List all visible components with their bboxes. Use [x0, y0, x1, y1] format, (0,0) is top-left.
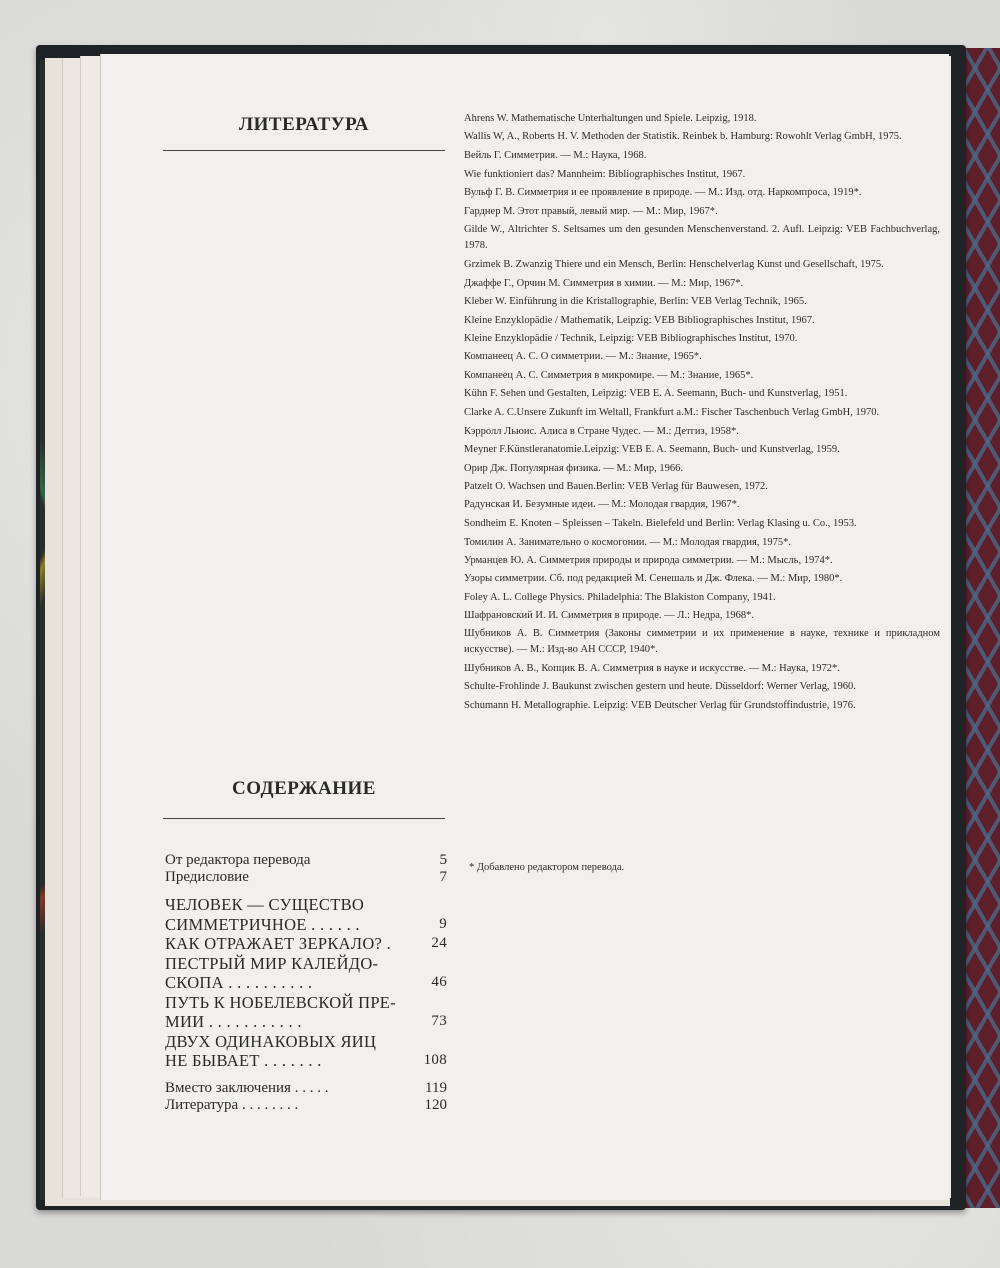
toc-entry-page: 24 — [431, 935, 447, 951]
contents-heading: СОДЕРЖАНИЕ — [232, 778, 376, 799]
toc-entry-page: 120 — [424, 1096, 447, 1113]
reference-entry: Шубников А. В., Копцик В. А. Симметрия в науке и искусстве. — М.: Наука, 1972*. — [464, 662, 840, 674]
literature-heading-rule — [163, 150, 445, 151]
reference-entry: Patzelt O. Wachsen und Bauen.Berlin: VEB Verlag für Bauwesen, 1972. — [464, 480, 768, 492]
toc-entry-title: КАК ОТРАЖАЕТ ЗЕРКАЛО? . — [165, 934, 392, 953]
toc-entry — [165, 993, 447, 1013]
reference-entry: Kleine Enzyklopädie / Technik, Leipzig: VEB Bibliographisches Institut, 1970. — [464, 332, 798, 344]
reference-entry: Kleine Enzyklopädie / Mathematik, Leipzig: VEB Bibliographisches Institut, 1967. — [464, 314, 815, 326]
toc-entry-page: 46 — [431, 974, 447, 990]
reference-entry: Джаффе Г., Орчин М. Симметрия в химии. — М.: Мир, 1967*. — [464, 278, 744, 290]
reference-entry: Компанеец А. С. Симметрия в микромире. — М.: Знание, 1965*. — [464, 369, 754, 381]
reference-entry: Томилин А. Занимательно о космогонии. — М.: Молодая гвардия, 1975*. — [464, 536, 791, 548]
toc-entry — [165, 915, 447, 935]
reference-entry: Kühn F. Sehen und Gestalten, Leipzig: VEB E. A. Seemann, Buch- und Kunstverlag, 1951. — [464, 387, 848, 399]
reference-list — [464, 111, 940, 717]
reference-entry: Орир Дж. Популярная физика. — М.: Мир, 1966. — [464, 462, 684, 474]
toc-entry-title: ДВУХ ОДИНАКОВЫХ ЯИЦ — [165, 1031, 377, 1051]
toc-entry-page: 108 — [423, 1052, 447, 1068]
toc-entry-title: ПУТЬ К НОБЕЛЕВСКОЙ ПРЕ- — [165, 992, 396, 1012]
reference-entry: Gilde W., Altrichter S. Seltsames um den gesunden Menschenverstand. 2. Aufl. Leipzig: VEB Fachbuchverlag, 1978. — [464, 224, 940, 251]
reference-entry: Компанеец А. С. О симметрии. — М.: Знание, 1965*. — [464, 351, 702, 363]
contents-list — [165, 852, 447, 1114]
toc-entry — [165, 1080, 447, 1097]
toc-entry-title: Предисловие — [165, 869, 249, 885]
reference-entry: Шубников А. В. Симметрия (Законы симметрии и их применение в науке, технике и прикладном искусстве). — М.: Изд-во АН СССР, 1940*. — [464, 628, 940, 655]
reference-entry: Узоры симметрии. Сб. под редакцией М. Сенешаль и Дж. Флека. — М.: Мир, 1980*. — [464, 573, 843, 585]
toc-entry-title: НЕ БЫВАЕТ . . . . . . . — [165, 1051, 322, 1070]
reference-entry: Schulte-Frohlinde J. Baukunst zwischen gestern und heute. Düsseldorf: Werner Verlag, 1960. — [464, 680, 856, 692]
reference-entry: Кэрролл Льюис. Алиса в Стране Чудес. — М.: Детгиз, 1958*. — [464, 426, 739, 438]
reference-entry: Wallis W, A., Roberts H. V. Methoden der Statistik. Reinbek b. Hamburg: Rowohlt Verlag GmbH, 1975. — [464, 131, 902, 143]
toc-entry-page: 5 — [439, 852, 447, 868]
footnote: * Добавлено редактором перевода. — [469, 862, 625, 873]
toc-entry — [165, 934, 447, 954]
toc-entry-title: От редактора перевода — [165, 852, 311, 868]
toc-entry-page: 119 — [425, 1079, 447, 1096]
book-page — [100, 54, 949, 1200]
literature-heading: ЛИТЕРАТУРА — [238, 114, 370, 135]
toc-entry-title: Вместо заключения . . . . . — [165, 1079, 329, 1096]
toc-entry — [165, 852, 447, 869]
reference-entry: Вейль Г. Симметрия. — М.: Наука, 1968. — [464, 150, 647, 162]
reference-entry: Вульф Г. В. Симметрия и ее проявление в природе. — М.: Изд. отд. Наркомпроса, 1919*. — [464, 186, 862, 198]
reference-entry: Wie funktioniert das? Mannheim: Bibliographisches Institut, 1967. — [464, 168, 746, 180]
reference-entry: Ahrens W. Mathematische Unterhaltungen und Spiele. Leipzig, 1918. — [464, 113, 757, 124]
toc-entry — [165, 869, 447, 886]
toc-entry-title: Литература . . . . . . . . — [165, 1096, 299, 1113]
reference-entry: Sondheim E. Knoten – Spleissen – Takeln. Bielefeld und Berlin: Verlag Klasing u. Co., 1953. — [464, 517, 857, 529]
toc-entry-page: 7 — [439, 869, 447, 885]
reference-entry: Schumann H. Metallographie. Leipzig: VEB Deutscher Verlag für Grundstoffindustrie, 1976. — [464, 700, 856, 712]
toc-entry-title: ЧЕЛОВЕК — СУЩЕСТВО — [165, 895, 365, 914]
reference-entry: Clarke A. C.Unsere Zukunft im Weltall, Frankfurt a.M.: Fischer Taschenbuch Verlag GmbH, 1970. — [464, 406, 880, 418]
toc-entry — [165, 1097, 447, 1114]
reference-entry: Kleber W. Einführung in die Kristallographie, Berlin: VEB Verlag Technik, 1965. — [464, 296, 807, 308]
toc-entry-page: 73 — [431, 1013, 447, 1029]
toc-entry-title: СИММЕТРИЧНОЕ . . . . . . — [165, 914, 360, 934]
reference-entry: Meyner F.Künstleranatomie.Leipzig: VEB E. A. Seemann, Buch- und Kunstverlag, 1959. — [464, 444, 840, 456]
toc-entry — [165, 1032, 447, 1052]
toc-entry — [165, 954, 447, 974]
toc-entry — [165, 1012, 447, 1032]
contents-heading-rule — [163, 818, 445, 819]
reference-entry: Шафрановский И. И. Симметрия в природе. — Л.: Недра, 1968*. — [464, 609, 755, 621]
toc-entry — [165, 1051, 447, 1071]
toc-entry — [165, 895, 447, 915]
toc-entry-page: 9 — [439, 915, 447, 932]
toc-entry-title: СКОПА . . . . . . . . . . — [165, 973, 313, 992]
reference-entry: Урманцев Ю. А. Симметрия природы и природа симметрии. — М.: Мысль, 1974*. — [464, 554, 833, 566]
toc-entry — [165, 973, 447, 993]
reference-entry: Гарднер М. Этот правый, левый мир. — М.: Мир, 1967*. — [464, 206, 718, 218]
reference-entry: Радунская И. Безумные идеи. — М.: Молодая гвардия, 1967*. — [464, 499, 740, 511]
toc-entry-title: МИИ . . . . . . . . . . . — [165, 1012, 302, 1031]
reference-entry: Foley A. L. College Physics. Philadelphia: The Blakiston Company, 1941. — [464, 591, 776, 603]
toc-entry-title: ПЕСТРЫЙ МИР КАЛЕЙДО- — [165, 953, 379, 973]
reference-entry: Grzimek B. Zwanzig Thiere und ein Mensch, Berlin: Henschelverlag Kunst und Gesellschaft, 1975. — [464, 258, 884, 270]
